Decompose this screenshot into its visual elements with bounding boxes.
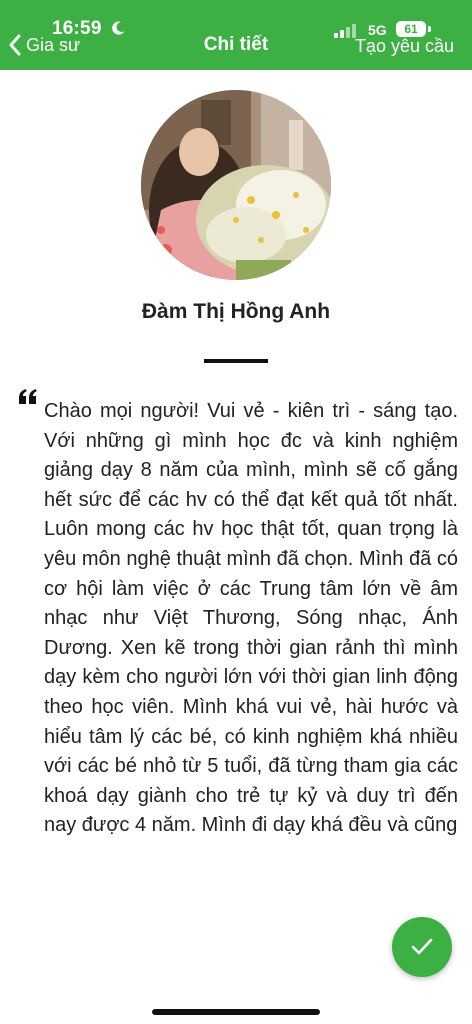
app-header xyxy=(0,0,472,70)
home-indicator xyxy=(152,1009,320,1015)
avatar xyxy=(141,90,331,280)
status-time: 16:59 xyxy=(52,18,102,39)
battery-cap xyxy=(428,26,431,32)
quote-icon xyxy=(18,388,38,406)
check-icon xyxy=(411,938,433,956)
tutor-bio: Chào mọi người! Vui vẻ - kiên trì - sáng tạo. Với những gì mình học đc và kinh nghiệm giảng dạy 8 năm của mình, mình sẽ cố gắng hết sức để các hv có thể đạt kết quả tốt nhất. Luôn mong các hv học thật tốt, quan trọng là yêu môn nghệ thuật mình đã chọn. Mình đã có cơ hội làm việc ở các Trung tâm lớn về âm nhạc như Việt Thương, Sóng nhạc, Ánh Dương. Xen kẽ trong thời gian rảnh thì mình dạy kèm cho người lớn với thời gian linh động theo học viên. Mình khá vui vẻ, hài hước và hiểu tâm lý các bé, có kinh nghiệm khá nhiều với các bé nhỏ từ 5 tuổi, đã từng tham gia các khoá dạy giành cho trẻ tự kỷ và duy trì đến nay được 4 năm. Mình đi dạy khá đều và cũng xyxy=(44,400,458,837)
back-label: Gia sư xyxy=(26,34,81,55)
create-request-button[interactable]: Tạo yêu cầu xyxy=(354,36,454,56)
avatar-photo xyxy=(141,90,331,280)
network-label: 5G xyxy=(368,22,387,38)
confirm-button[interactable] xyxy=(392,917,452,977)
battery-indicator: 61 xyxy=(396,21,426,37)
tutor-name: Đàm Thị Hồng Anh xyxy=(141,300,331,323)
name-divider xyxy=(204,359,268,363)
page-title: Chi tiết xyxy=(203,34,269,55)
